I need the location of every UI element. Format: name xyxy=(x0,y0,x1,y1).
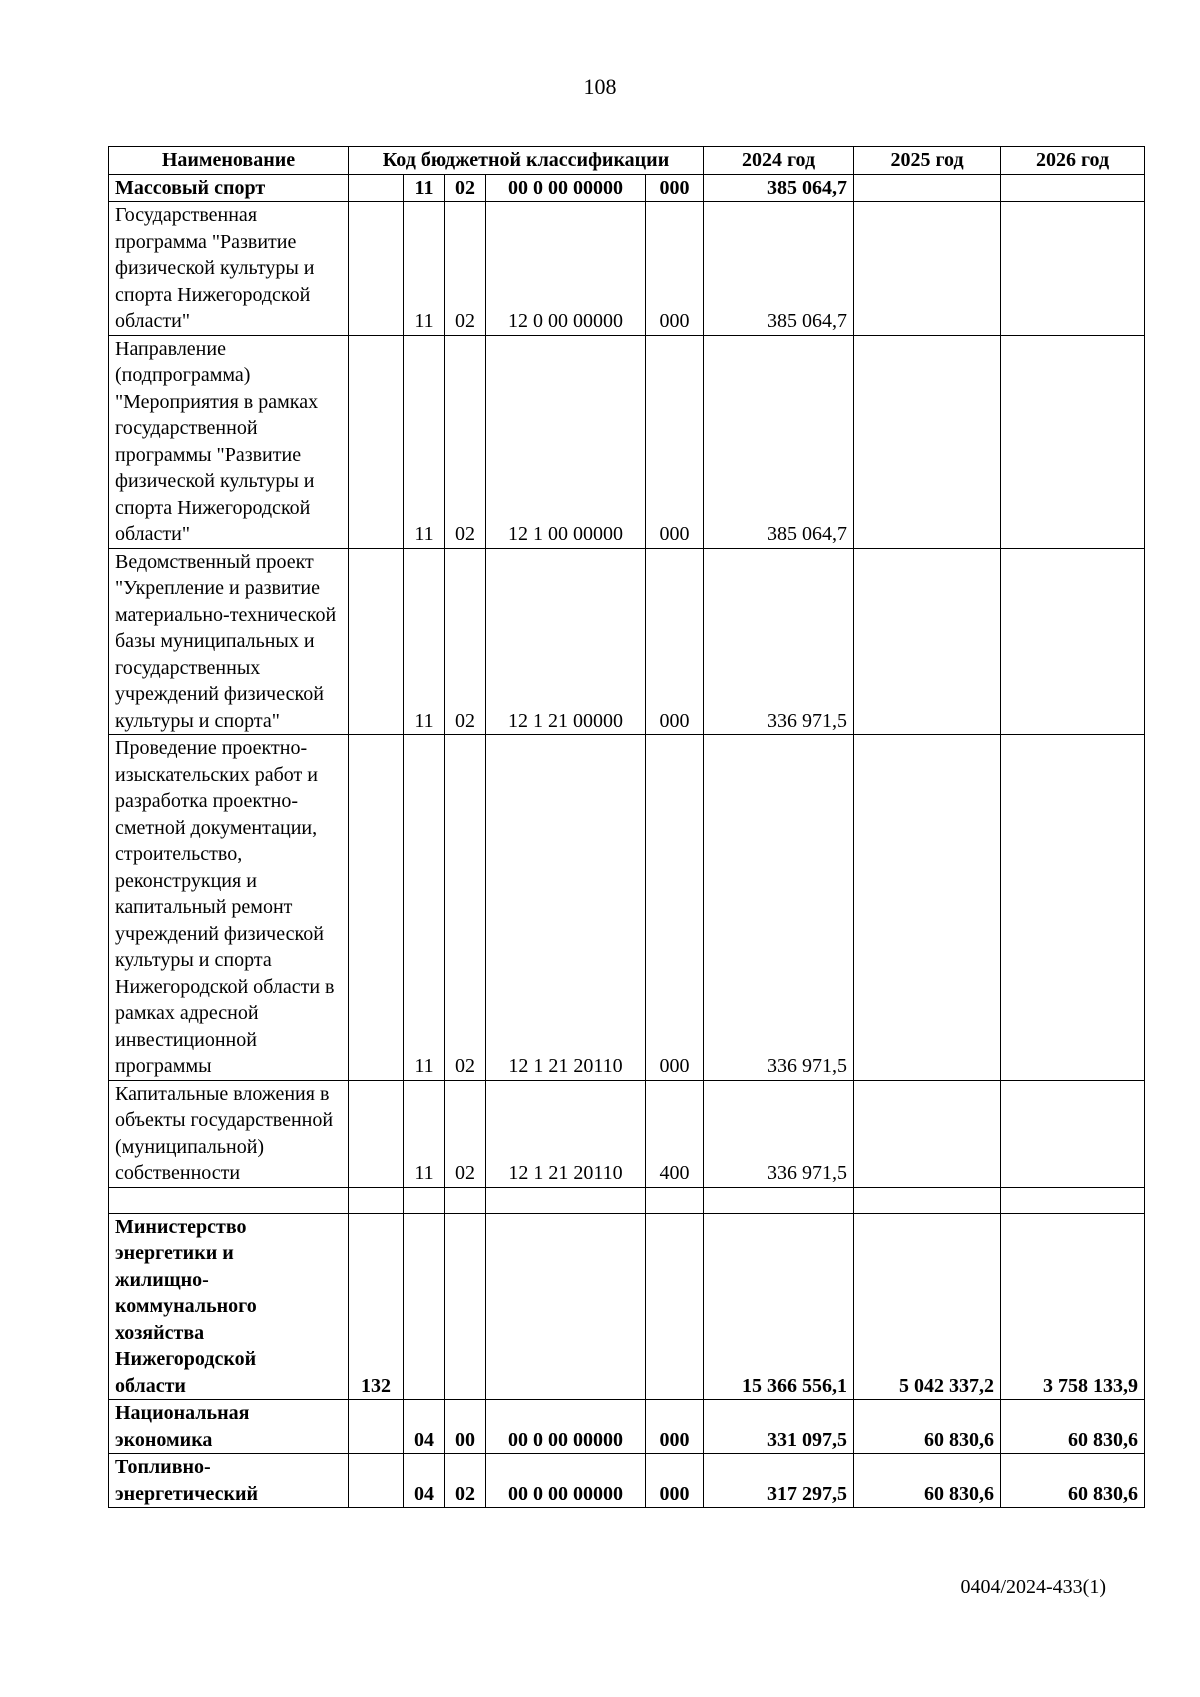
row-rz: 11 xyxy=(404,735,445,1081)
row-ved xyxy=(349,335,404,548)
row-pr: 02 xyxy=(445,174,486,202)
row-name: Капитальные вложения в объекты государственной (муниципальной) собственности xyxy=(109,1080,349,1187)
row-2025 xyxy=(854,174,1001,202)
row-ved xyxy=(349,202,404,336)
row-ved: 132 xyxy=(349,1213,404,1400)
row-vr: 000 xyxy=(646,335,704,548)
row-vr: 400 xyxy=(646,1080,704,1187)
header-2024: 2024 год xyxy=(704,147,854,175)
row-csr: 00 0 00 00000 xyxy=(486,174,646,202)
row-vr: 000 xyxy=(646,735,704,1081)
row-rz xyxy=(404,1187,445,1213)
row-2024: 385 064,7 xyxy=(704,202,854,336)
row-2026 xyxy=(1001,1080,1145,1187)
row-csr: 12 1 21 20110 xyxy=(486,1080,646,1187)
row-csr: 12 0 00 00000 xyxy=(486,202,646,336)
row-name: Массовый спорт xyxy=(109,174,349,202)
row-ved xyxy=(349,1400,404,1454)
table-row xyxy=(109,335,1145,548)
table-row xyxy=(109,202,1145,336)
row-2024 xyxy=(704,1187,854,1213)
row-2026 xyxy=(1001,335,1145,548)
table-row xyxy=(109,1213,1145,1400)
row-rz: 11 xyxy=(404,1080,445,1187)
table-row xyxy=(109,1454,1145,1508)
row-rz: 11 xyxy=(404,548,445,735)
row-name: Министерство энергетики и жилищно-коммунального хозяйства Нижегородской области xyxy=(109,1213,349,1400)
row-pr: 02 xyxy=(445,548,486,735)
table-row xyxy=(109,1080,1145,1187)
row-2026 xyxy=(1001,548,1145,735)
row-csr: 00 0 00 00000 xyxy=(486,1400,646,1454)
budget-table xyxy=(108,146,1145,1508)
row-2026: 3 758 133,9 xyxy=(1001,1213,1145,1400)
row-name: Проведение проектно-изыскательских работ и разработка проектно-сметной документации, строительство, реконструкция и капитальный ремонт учреждений физической культуры и спорта Нижегородской области в рамках адресной инвестиционной программы xyxy=(109,735,349,1081)
row-2026 xyxy=(1001,174,1145,202)
row-csr: 12 1 00 00000 xyxy=(486,335,646,548)
row-name: Направление (подпрограмма) "Мероприятия в рамках государственной программы "Развитие физической культуры и спорта Нижегородской области" xyxy=(109,335,349,548)
row-rz xyxy=(404,1213,445,1400)
row-2025: 60 830,6 xyxy=(854,1454,1001,1508)
row-pr: 02 xyxy=(445,202,486,336)
row-rz: 11 xyxy=(404,174,445,202)
row-csr xyxy=(486,1213,646,1400)
row-2024: 336 971,5 xyxy=(704,548,854,735)
row-2024: 317 297,5 xyxy=(704,1454,854,1508)
row-ved xyxy=(349,735,404,1081)
table-row xyxy=(109,1400,1145,1454)
row-vr: 000 xyxy=(646,174,704,202)
row-ved xyxy=(349,1187,404,1213)
header-code: Код бюджетной классификации xyxy=(349,147,704,175)
row-rz: 04 xyxy=(404,1400,445,1454)
row-ved xyxy=(349,174,404,202)
row-vr: 000 xyxy=(646,548,704,735)
row-csr xyxy=(486,1187,646,1213)
row-pr: 02 xyxy=(445,1080,486,1187)
header-name: Наименование xyxy=(109,147,349,175)
row-2024: 15 366 556,1 xyxy=(704,1213,854,1400)
table-row xyxy=(109,174,1145,202)
row-2024: 336 971,5 xyxy=(704,735,854,1081)
row-2025 xyxy=(854,735,1001,1081)
row-ved xyxy=(349,548,404,735)
row-pr: 02 xyxy=(445,1454,486,1508)
row-pr: 02 xyxy=(445,735,486,1081)
row-2025: 60 830,6 xyxy=(854,1400,1001,1454)
row-2025 xyxy=(854,202,1001,336)
page-number: 108 xyxy=(583,74,617,99)
row-2024: 336 971,5 xyxy=(704,1080,854,1187)
row-name: Топливно-энергетический xyxy=(109,1454,349,1508)
row-csr: 12 1 21 00000 xyxy=(486,548,646,735)
row-2025 xyxy=(854,1080,1001,1187)
row-name: Государственная программа "Развитие физической культуры и спорта Нижегородской области" xyxy=(109,202,349,336)
row-vr: 000 xyxy=(646,1454,704,1508)
row-2025 xyxy=(854,1187,1001,1213)
table-row-empty xyxy=(109,1187,1145,1213)
row-2026 xyxy=(1001,735,1145,1081)
row-rz: 04 xyxy=(404,1454,445,1508)
row-csr: 00 0 00 00000 xyxy=(486,1454,646,1508)
row-pr xyxy=(445,1213,486,1400)
row-csr: 12 1 21 20110 xyxy=(486,735,646,1081)
row-pr: 02 xyxy=(445,335,486,548)
row-2026: 60 830,6 xyxy=(1001,1454,1145,1508)
row-name: Национальная экономика xyxy=(109,1400,349,1454)
row-pr: 00 xyxy=(445,1400,486,1454)
header-2026: 2026 год xyxy=(1001,147,1145,175)
row-ved xyxy=(349,1080,404,1187)
row-2024: 385 064,7 xyxy=(704,174,854,202)
document-number: 0404/2024-433(1) xyxy=(960,1576,1106,1598)
table-header-row xyxy=(109,147,1145,175)
table-row xyxy=(109,735,1145,1081)
header-2025: 2025 год xyxy=(854,147,1001,175)
row-2024: 385 064,7 xyxy=(704,335,854,548)
row-2026: 60 830,6 xyxy=(1001,1400,1145,1454)
row-ved xyxy=(349,1454,404,1508)
row-vr xyxy=(646,1187,704,1213)
row-2025 xyxy=(854,548,1001,735)
row-2024: 331 097,5 xyxy=(704,1400,854,1454)
row-rz: 11 xyxy=(404,335,445,548)
row-vr: 000 xyxy=(646,1400,704,1454)
row-name: Ведомственный проект "Укрепление и развитие материально-технической базы муниципальных и государственных учреждений физической культуры и спорта" xyxy=(109,548,349,735)
row-rz: 11 xyxy=(404,202,445,336)
row-2025: 5 042 337,2 xyxy=(854,1213,1001,1400)
row-name xyxy=(109,1187,349,1213)
row-vr: 000 xyxy=(646,202,704,336)
row-2025 xyxy=(854,335,1001,548)
table-row xyxy=(109,548,1145,735)
row-pr xyxy=(445,1187,486,1213)
row-vr xyxy=(646,1213,704,1400)
row-2026 xyxy=(1001,202,1145,336)
row-2026 xyxy=(1001,1187,1145,1213)
